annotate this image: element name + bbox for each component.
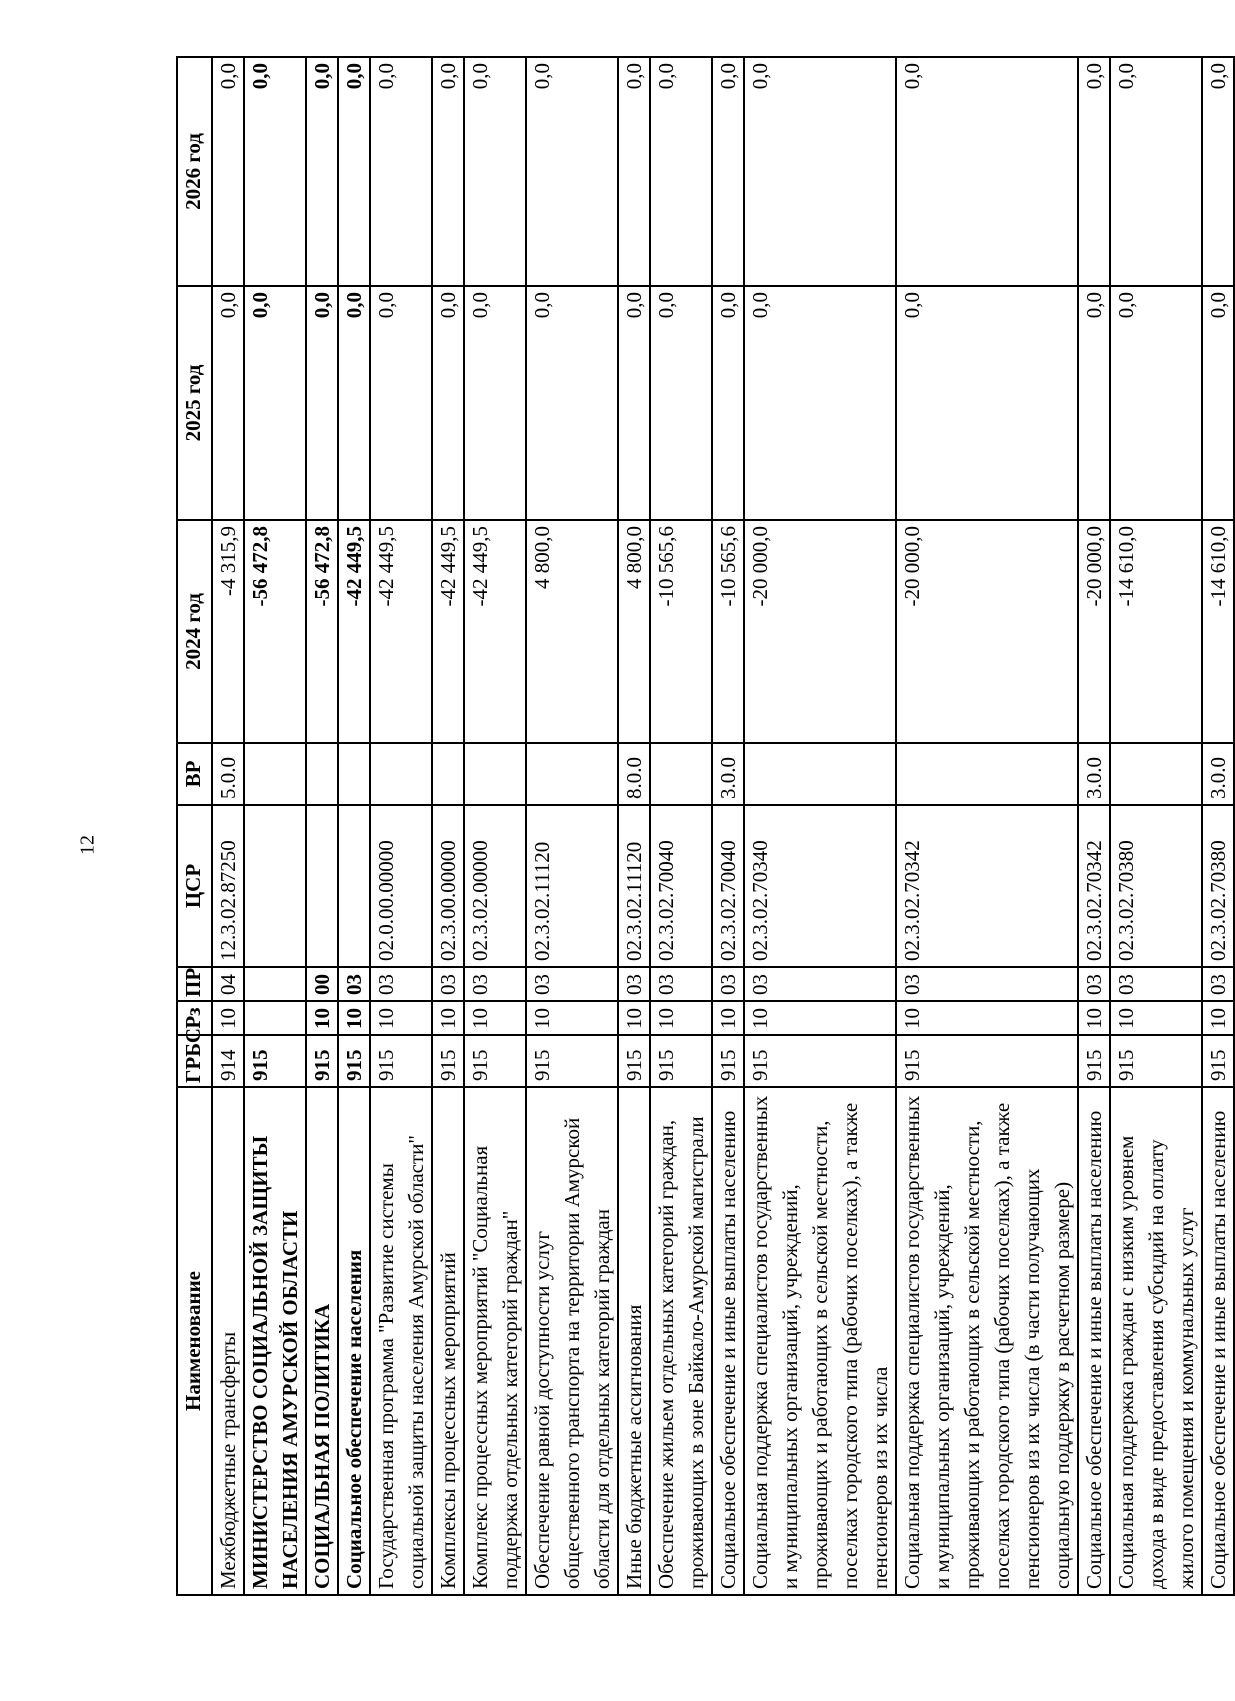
cell-rz: 10 xyxy=(306,1001,338,1035)
cell-2024: -14 610,0 xyxy=(1110,520,1202,743)
header-grbs: ГРБС xyxy=(177,1035,212,1087)
cell-vr xyxy=(370,743,432,805)
cell-2026: 0,0 xyxy=(712,57,744,286)
cell-2026: 0,0 xyxy=(744,57,896,286)
cell-pr: 03 xyxy=(650,967,712,1001)
header-2025: 2025 год xyxy=(177,286,212,520)
cell-2024: 4 800,0 xyxy=(618,520,650,743)
cell-2025: 0,0 xyxy=(244,286,306,520)
cell-2025: 0,0 xyxy=(650,286,712,520)
cell-grbs: 915 xyxy=(1110,1035,1202,1087)
cell-pr: 03 xyxy=(712,967,744,1001)
cell-csr xyxy=(306,805,338,967)
table-row xyxy=(1202,57,1234,1595)
cell-rz: 10 xyxy=(896,1001,1078,1035)
table-body xyxy=(212,57,1234,1595)
cell-2026: 0,0 xyxy=(370,57,432,286)
cell-grbs: 915 xyxy=(338,1035,370,1087)
cell-2025: 0,0 xyxy=(744,286,896,520)
header-csr: ЦСР xyxy=(177,805,212,967)
cell-rz: 10 xyxy=(1078,1001,1110,1035)
table-row xyxy=(212,57,244,1595)
cell-csr: 02.3.02.70380 xyxy=(1202,805,1234,967)
budget-table-container xyxy=(176,58,1230,1596)
cell-name: Социальная поддержка специалистов государственных и муниципальных организаций, учреждений, проживающих и работающих в сельской местности, поселках городского типа (рабочих поселках), а также пенсионеров из их числа xyxy=(744,1087,896,1595)
cell-rz: 10 xyxy=(618,1001,650,1035)
cell-pr: 03 xyxy=(526,967,618,1001)
cell-name: Социальное обеспечение и иные выплаты населению xyxy=(1202,1087,1234,1595)
cell-name: Комплекс процессных мероприятий "Социальная поддержка отдельных категорий граждан" xyxy=(464,1087,526,1595)
cell-2024: -10 565,6 xyxy=(712,520,744,743)
cell-2026: 0,0 xyxy=(306,57,338,286)
header-name: Наименование xyxy=(177,1087,212,1595)
cell-vr xyxy=(338,743,370,805)
cell-rz: 10 xyxy=(212,1001,244,1035)
cell-2026: 0,0 xyxy=(1110,57,1202,286)
cell-2025: 0,0 xyxy=(1202,286,1234,520)
cell-csr: 12.3.02.87250 xyxy=(212,805,244,967)
cell-2026: 0,0 xyxy=(338,57,370,286)
cell-rz: 10 xyxy=(464,1001,526,1035)
cell-csr: 02.3.02.70040 xyxy=(712,805,744,967)
cell-vr xyxy=(744,743,896,805)
cell-rz: 10 xyxy=(1110,1001,1202,1035)
cell-2024: -20 000,0 xyxy=(1078,520,1110,743)
cell-rz: 10 xyxy=(650,1001,712,1035)
cell-rz: 10 xyxy=(338,1001,370,1035)
table-row xyxy=(896,57,1078,1595)
cell-pr: 03 xyxy=(370,967,432,1001)
cell-grbs: 915 xyxy=(712,1035,744,1087)
cell-vr: 3.0.0 xyxy=(712,743,744,805)
table-row xyxy=(526,57,618,1595)
cell-grbs: 915 xyxy=(432,1035,464,1087)
cell-csr: 02.3.02.11120 xyxy=(618,805,650,967)
cell-name: Обеспечение жильем отдельных категорий граждан, проживающих в зоне Байкало-Амурской магистрали xyxy=(650,1087,712,1595)
table-row xyxy=(744,57,896,1595)
cell-rz: 10 xyxy=(526,1001,618,1035)
cell-2024: -56 472,8 xyxy=(244,520,306,743)
cell-2026: 0,0 xyxy=(526,57,618,286)
cell-pr: 03 xyxy=(1202,967,1234,1001)
cell-2024: -42 449,5 xyxy=(338,520,370,743)
cell-pr: 03 xyxy=(744,967,896,1001)
page-number: 12 xyxy=(76,835,99,855)
cell-name: Социальная поддержка специалистов государственных и муниципальных организаций, учреждений, проживающих и работающих в сельской местности, поселках городского типа (рабочих поселках), а также пенсионеров из их числа (в части получающих социальную поддержку в расчетном размере) xyxy=(896,1087,1078,1595)
cell-name: Межбюджетные трансферты xyxy=(212,1087,244,1595)
header-2024: 2024 год xyxy=(177,520,212,743)
cell-csr: 02.3.00.00000 xyxy=(432,805,464,967)
cell-vr: 8.0.0 xyxy=(618,743,650,805)
header-vr: ВР xyxy=(177,743,212,805)
cell-name: Социальное обеспечение и иные выплаты населению xyxy=(712,1087,744,1595)
cell-2025: 0,0 xyxy=(896,286,1078,520)
table-row xyxy=(650,57,712,1595)
cell-vr xyxy=(306,743,338,805)
cell-2025: 0,0 xyxy=(464,286,526,520)
cell-2024: -42 449,5 xyxy=(432,520,464,743)
cell-vr xyxy=(244,743,306,805)
table-row xyxy=(464,57,526,1595)
cell-pr: 03 xyxy=(1110,967,1202,1001)
header-pr: ПР xyxy=(177,967,212,1001)
table-row xyxy=(338,57,370,1595)
cell-grbs: 915 xyxy=(744,1035,896,1087)
table-row xyxy=(712,57,744,1595)
cell-vr: 5.0.0 xyxy=(212,743,244,805)
table-header-row xyxy=(177,57,212,1595)
cell-csr: 02.3.02.70380 xyxy=(1110,805,1202,967)
cell-2026: 0,0 xyxy=(464,57,526,286)
cell-csr: 02.3.02.70342 xyxy=(1078,805,1110,967)
cell-rz xyxy=(244,1001,306,1035)
cell-grbs: 914 xyxy=(212,1035,244,1087)
cell-pr: 04 xyxy=(212,967,244,1001)
table-row xyxy=(306,57,338,1595)
budget-table xyxy=(176,56,1235,1596)
cell-csr: 02.3.02.70342 xyxy=(896,805,1078,967)
table-row xyxy=(1078,57,1110,1595)
cell-rz: 10 xyxy=(370,1001,432,1035)
cell-grbs: 915 xyxy=(1202,1035,1234,1087)
cell-2026: 0,0 xyxy=(650,57,712,286)
cell-grbs: 915 xyxy=(464,1035,526,1087)
cell-rz: 10 xyxy=(432,1001,464,1035)
cell-vr: 3.0.0 xyxy=(1078,743,1110,805)
cell-pr: 03 xyxy=(432,967,464,1001)
cell-grbs: 915 xyxy=(526,1035,618,1087)
cell-csr: 02.3.02.00000 xyxy=(464,805,526,967)
cell-name: Социальное обеспечение населения xyxy=(338,1087,370,1595)
cell-pr xyxy=(244,967,306,1001)
cell-csr: 02.3.02.70040 xyxy=(650,805,712,967)
cell-name: Социальное обеспечение и иные выплаты населению xyxy=(1078,1087,1110,1595)
cell-rz: 10 xyxy=(744,1001,896,1035)
cell-2026: 0,0 xyxy=(896,57,1078,286)
cell-2026: 0,0 xyxy=(432,57,464,286)
cell-2024: 4 800,0 xyxy=(526,520,618,743)
cell-name: Комплексы процессных мероприятий xyxy=(432,1087,464,1595)
cell-2025: 0,0 xyxy=(526,286,618,520)
cell-grbs: 915 xyxy=(896,1035,1078,1087)
cell-2024: -42 449,5 xyxy=(370,520,432,743)
cell-vr xyxy=(896,743,1078,805)
cell-2024: -4 315,9 xyxy=(212,520,244,743)
cell-csr xyxy=(244,805,306,967)
cell-csr xyxy=(338,805,370,967)
table-row xyxy=(244,57,306,1595)
cell-grbs: 915 xyxy=(306,1035,338,1087)
cell-vr xyxy=(650,743,712,805)
cell-2024: -56 472,8 xyxy=(306,520,338,743)
cell-2026: 0,0 xyxy=(212,57,244,286)
cell-2024: -20 000,0 xyxy=(896,520,1078,743)
cell-pr: 03 xyxy=(1078,967,1110,1001)
cell-grbs: 915 xyxy=(1078,1035,1110,1087)
cell-rz: 10 xyxy=(712,1001,744,1035)
cell-grbs: 915 xyxy=(650,1035,712,1087)
table-row xyxy=(1110,57,1202,1595)
cell-csr: 02.0.00.00000 xyxy=(370,805,432,967)
cell-name: Обеспечение равной доступности услуг общественного транспорта на территории Амурской области для отдельных категорий граждан xyxy=(526,1087,618,1595)
cell-pr: 03 xyxy=(464,967,526,1001)
cell-vr xyxy=(432,743,464,805)
cell-2024: -14 610,0 xyxy=(1202,520,1234,743)
cell-2024: -20 000,0 xyxy=(744,520,896,743)
cell-grbs: 915 xyxy=(618,1035,650,1087)
cell-csr: 02.3.02.70340 xyxy=(744,805,896,967)
cell-vr: 3.0.0 xyxy=(1202,743,1234,805)
cell-grbs: 915 xyxy=(370,1035,432,1087)
cell-2026: 0,0 xyxy=(1078,57,1110,286)
cell-pr: 03 xyxy=(618,967,650,1001)
cell-2025: 0,0 xyxy=(712,286,744,520)
cell-rz: 10 xyxy=(1202,1001,1234,1035)
cell-2025: 0,0 xyxy=(618,286,650,520)
cell-name: Иные бюджетные ассигнования xyxy=(618,1087,650,1595)
cell-2025: 0,0 xyxy=(1078,286,1110,520)
cell-2026: 0,0 xyxy=(244,57,306,286)
cell-name: Государственная программа "Развитие системы социальной защиты населения Амурской области" xyxy=(370,1087,432,1595)
cell-pr: 03 xyxy=(338,967,370,1001)
cell-name: МИНИСТЕРСТВО СОЦИАЛЬНОЙ ЗАЩИТЫ НАСЕЛЕНИЯ АМУРСКОЙ ОБЛАСТИ xyxy=(244,1087,306,1595)
table-row xyxy=(432,57,464,1595)
cell-2026: 0,0 xyxy=(1202,57,1234,286)
cell-vr xyxy=(464,743,526,805)
cell-2025: 0,0 xyxy=(432,286,464,520)
cell-2025: 0,0 xyxy=(212,286,244,520)
cell-pr: 00 xyxy=(306,967,338,1001)
cell-pr: 03 xyxy=(896,967,1078,1001)
cell-name: Социальная поддержка граждан с низким уровнем дохода в виде предоставления субсидий на оплату жилого помещения и коммунальных услуг xyxy=(1110,1087,1202,1595)
header-2026: 2026 год xyxy=(177,57,212,286)
table-row xyxy=(618,57,650,1595)
cell-name: СОЦИАЛЬНАЯ ПОЛИТИКА xyxy=(306,1087,338,1595)
table-row xyxy=(370,57,432,1595)
cell-vr xyxy=(526,743,618,805)
cell-2024: -10 565,6 xyxy=(650,520,712,743)
cell-2025: 0,0 xyxy=(306,286,338,520)
cell-grbs: 915 xyxy=(244,1035,306,1087)
cell-2024: -42 449,5 xyxy=(464,520,526,743)
header-rz: Рз xyxy=(177,1001,212,1035)
cell-2025: 0,0 xyxy=(338,286,370,520)
cell-csr: 02.3.02.11120 xyxy=(526,805,618,967)
cell-2025: 0,0 xyxy=(370,286,432,520)
cell-2026: 0,0 xyxy=(618,57,650,286)
cell-vr xyxy=(1110,743,1202,805)
cell-2025: 0,0 xyxy=(1110,286,1202,520)
